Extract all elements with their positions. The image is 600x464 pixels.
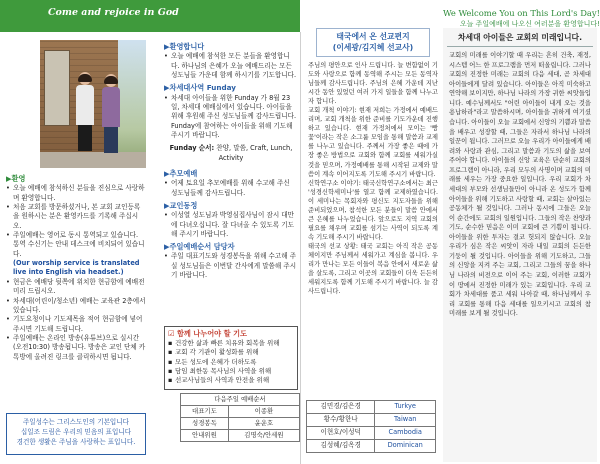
person-left (76, 74, 94, 151)
prayer-heading: ☑ 함께 나누어야 할 기도 (168, 329, 247, 338)
list-item: • 주일 대표기도와 성경봉독을 위해 수고해 주실 성도님들은 이번달 간사에게 말씀해 주시기 바랍니다. (164, 252, 297, 280)
table-row: 김성혜/김옥경 Dominican (307, 440, 436, 453)
roster-title: 다음주일 예배순서 (181, 394, 300, 406)
column-heading: 차세대 아이들은 교회의 미래입니다. (447, 28, 593, 47)
list-item: • 차세대(어린이/청소년) 예배는 교육관 2층에서 있습니다. (6, 296, 146, 314)
checkbox-icon: ☑ (168, 329, 175, 338)
list-item: ▪ 건강한 삶과 빠른 치유와 회복을 위해 (168, 339, 280, 348)
list-item: • 오늘 예배에 참석하신 분들을 진심으로 사랑하며 환영합니다. (6, 184, 145, 202)
list-item: • 어제 토요일 추모예배를 위해 수고해 주신 성도님들께 감사드립니다. (164, 179, 290, 197)
table-row: 대표기도 이종환 (181, 406, 300, 418)
welcome-en: We Welcome You on This Lord's Day! (442, 8, 600, 18)
quote-line: 십일조 드림은 우리의 믿음의 표입니다 (20, 427, 132, 436)
section-heading: ▶추모예배 (164, 169, 198, 179)
list-item: • 기도요청이나 기도제목을 적어 현금함에 넣어 주시면 기도해 드립니다. (6, 315, 143, 333)
list-item: ▪ 선교사님들의 사역과 안전을 위해 (168, 376, 270, 385)
list-item: • 이성열 성도님과 박영심집사님이 잠시 대만에 다녀오십니다. 잘 다녀올 수 있도록 기도해 주시기 바랍니다. (164, 211, 295, 238)
banner (0, 0, 300, 32)
list-item: ▪ 교회 각 기관이 활성화를 위해 (168, 348, 259, 357)
left-announcements (6, 174, 146, 362)
section-heading: ▶주일예배순서 담당자 (164, 242, 235, 252)
funday-activities: Funday 순서: 찬양, 말씀, Craft, Lunch, Activity (169, 144, 293, 162)
next-gen-column (443, 28, 597, 462)
quote-line: 주일성수는 그리스도인의 기본입니다 (22, 418, 130, 426)
section-heading: ▶환영합니다 (164, 42, 205, 51)
table-row: 김민경/김은경 Turkye (307, 401, 436, 414)
letter-paragraph: 교회 개척 이야기: 현재 저희는 가정에서 예배드리며, 교회 개척을 위한 준비를 기도가운데 진행하고 있습니다. 현재 가정처에서 모이는 '빵꽃'이라는 작은 소그룹 모임을 통해 말씀과 교제를 나누고 있습니다. 주께서 가장 좋은 때에 가장 좋은 방법으로 교회와 함께 교회를 세워가실 것을 믿으며, 가정예배를 통해 시작된 교제와 말씀이 계속 이어지도록 기도해 주시기 바랍니다. (308, 107, 438, 178)
list-item: • 오늘 예배에 참석한 모든 분들을 환영합니다. 하나님의 은혜가 오늘 예배드리는 모든 성도님들 가운데 함께 하시기를 기도합니다. (164, 52, 297, 79)
section-heading: ▶차세대사역 Funday (164, 83, 236, 93)
letter-title: 태국에서 온 선교편지 (이세광/김지혜 선교사) (316, 28, 430, 57)
list-item: • 처음 교회를 방문하셨거나, 본 교회 교인등록을 원하시는 분은 환영카드를 기록해 주십시오. (6, 202, 141, 230)
english-note: (Our worship service is translated live into English via headset.) (13, 259, 140, 277)
list-item: • 현금은 예배당 뒷쪽에 위치한 현금함에 예배전 미리 드립시오. (6, 277, 145, 296)
list-item: ▪ 모든 성도에 은혜가 더하도록 (168, 357, 257, 366)
welcome-banner (443, 8, 600, 30)
list-item: • 주일예배는 온라인 방송(유튜브)으로 실시간 (오전10:30) 방송됩니다. 방송은 교인 단체 카톡방에 올려진 링크를 클릭하시면 됩니다. (6, 333, 146, 361)
list-item: ▪ 담임 최한동 목사님의 사역을 위해 (168, 366, 272, 375)
quote-box (6, 413, 146, 455)
welcome-heading: ▶환영 (6, 174, 26, 183)
letter-paragraph: 주님의 평안으로 인사 드립니다. 늘 변함없이 기도와 사랑으로 함께 동역해 주시는 모든 동역자님들께 감사드립니다. 주님의 은혜 가운데 지난 시간 동안 있었던 여러 가지 일들을 함께 나누고자 합니다. (308, 61, 438, 106)
pastors-photo (40, 40, 146, 168)
banner-title: Come and rejoice in God (48, 7, 179, 18)
welcome-ko: 오늘 주일예배에 나오신 여러분을 환영합니다! (459, 19, 600, 28)
middle-announcements (164, 42, 298, 281)
mission-letter (308, 28, 438, 296)
next-week-roster (180, 393, 300, 442)
list-item: • 차세대 아이들을 위한 Funday 가 8월 23일, 차세대 예배실에서 있습니다. 아이들을 위해 후원해 주신 성도님들께 감사드립니다. Funday에 참여하는 아이들을 위해 기도해 주시기 바랍니다. (164, 93, 297, 139)
letter-paragraph: 신학연구소 이야기: 태국신학연구소에서는 최근 '성경신학세미나'를 열고 함께 교제하였습니다. 이 세미나는 목회자와 평신도 지도자들을 위해 준비되었으며, 참석한 모든 분들이 말씀 안에서 큰 은혜를 나누었습니다. 앞으로도 지역 교회의 필요를 채우며 교회를 섬기는 사역이 되도록 계속 기도해 주시기 바랍니다. (308, 179, 438, 241)
section-heading: ▶교인동정 (164, 200, 198, 210)
letter-paragraph: 태국의 선교 상황: 태국 교회는 아직 작은 공동체이지만 주님께서 세워가고 계심을 봅니다. 우리가 만나는 모든 이들이 복음 안에서 새로운 삶을 살도록, 그리고 이곳의 교회들이 더욱 든든히 세워지도록 함께 기도해 주시기 바랍니다. 늘 감사드립니다. (308, 243, 438, 296)
prayer-box (164, 326, 298, 390)
table-row: 이현호/이성덕 Cambodia (307, 427, 436, 440)
list-item: • 주일예배는 영어로 동시 통역되고 있습니다. 통역 수신기는 안내 데스크에 비치되어 있습니다. (6, 231, 145, 258)
column-paragraph: 교회의 미래를 이야기할 때 우리는 흔히 건축, 재정, 시스템 어느 한 프로그램을 먼저 떠올립니다. 그러나 교회의 진정한 미래는 교회의 다음 세대, 곧 차세대 아이들에게 달려 있습니다. 아이들은 아직 미숙하고 연약해 보이지만, 하나님 나라의 가장 귀한 씨앗들입니다. 예수님께서도 "어린 아이들이 내게 오는 것을 용납하라"라고 말씀하시며, 아이들을 귀하게 여기셨습니다. 아이들이 오늘 교회에서 신앙의 기쁨과 말씀을 배우고 성장할 때, 그들은 자라서 하나님 나라의 일꾼이 됩니다. 그러므로 오늘 우리가 아이들에게 배려와 사랑과 관심, 그리고 말씀과 기도의 삶을 보여주어야 합니다. 아이들의 신앙 교육은 단순히 교회의 프로그램이 아니라, 우리 모두의 사명이며 교회의 미래를 세우는 가장 중요한 일입니다. 우리 교회가 차세대의 부모와 선생님들만이 아니라 온 성도가 함께 아이들을 위해 기도하고 사랑할 때, 교회는 살아있는 공동체가 될 것입니다. 그러나 동시에 그들은 오늘 이 순간에도 교회의 일원입니다. 그들의 작은 찬양과 기도, 순수한 믿음은 이미 교회에 큰 기쁨이 됩니다. 아이들을 위한 투자는 결코 헛되지 않습니다. 오늘 우리가 심은 작은 씨앗이 자라 내일 교회의 든든한 기둥이 될 것입니다. 아이들을 위해 기도하고, 그들의 신앙을 지켜 주는 교회, 그리고 그들의 꿈을 하나님 나라의 비전으로 이어 주는 교회, 이러한 교회가 이 땅에서 진정한 미래가 있는 교회입니다. 우리 교회가 차세대를 품고 세워 나아갈 때, 하나님께서 우리 교회를 통해 다음 세대를 일으키시고 교회의 참 미래를 보게 될 것입니다. (449, 52, 591, 318)
table-row: 성경봉독 윤운호 (181, 418, 300, 430)
table-row: 안내위원 김명숙/안세원 (181, 430, 300, 442)
missionary-table (306, 400, 436, 453)
table-row: 황수/황한나 Taiwan (307, 414, 436, 427)
column-divider (300, 32, 301, 464)
quote-line: 경건한 생활은 주님을 사랑하는 표입니다. (16, 437, 136, 446)
person-right (102, 76, 120, 153)
